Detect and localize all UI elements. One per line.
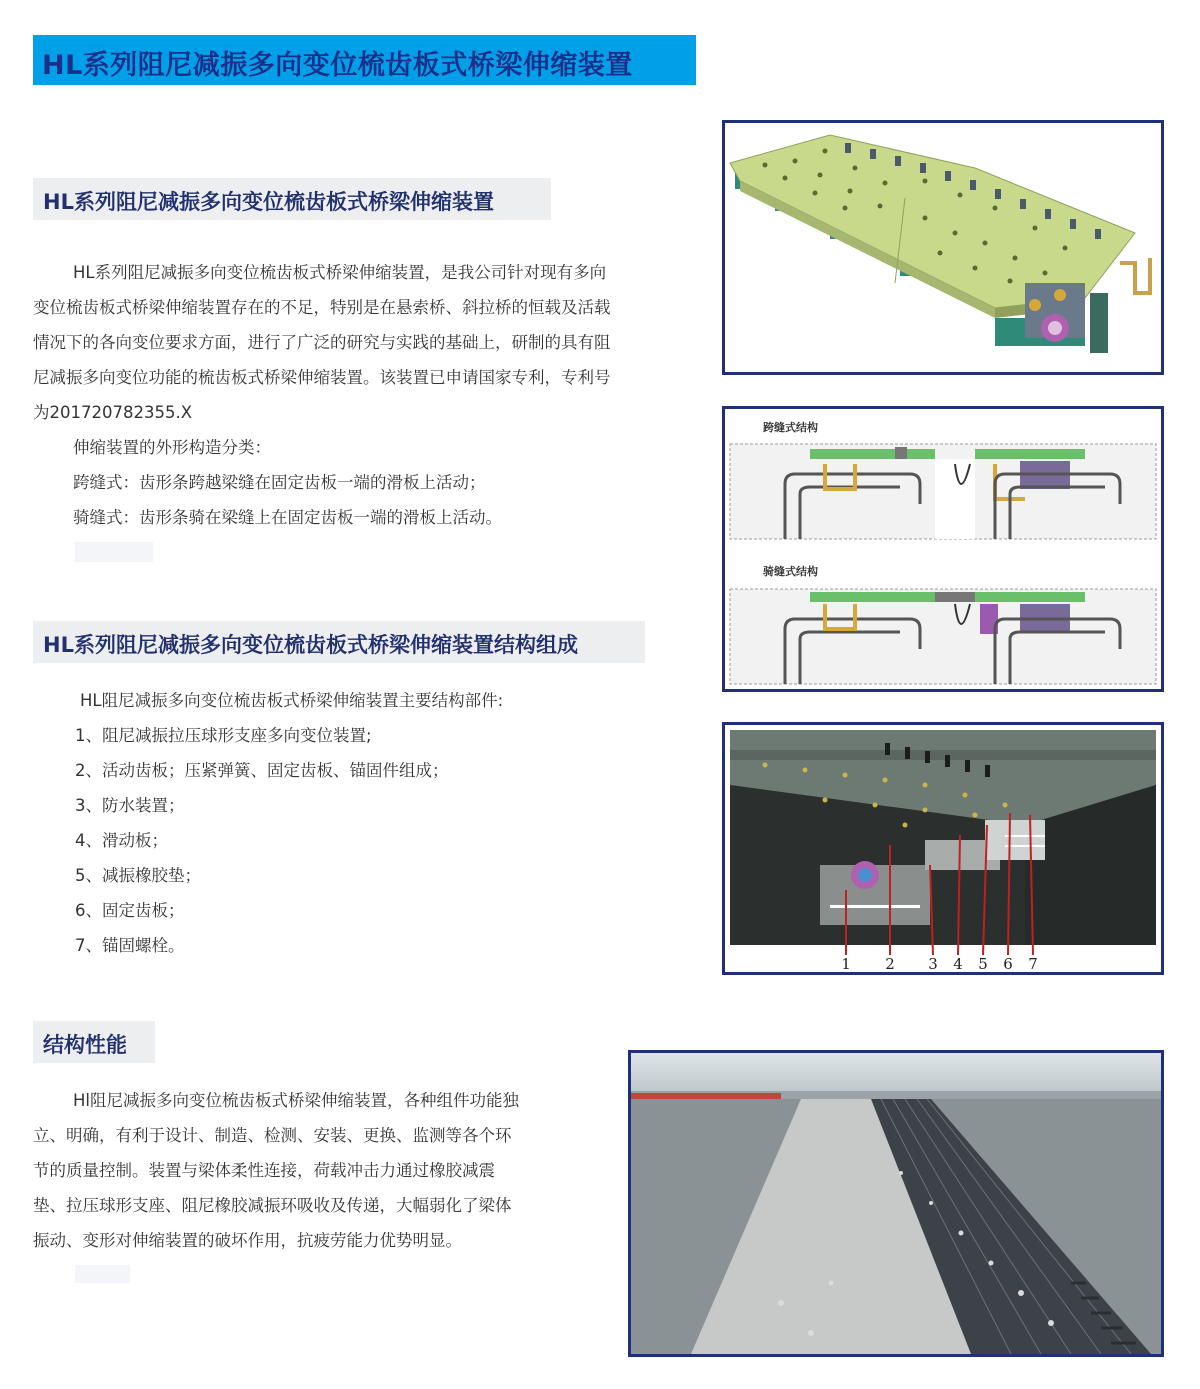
callout-label: 6 [1003, 955, 1013, 972]
component-item: 3、防水装置； [75, 796, 185, 815]
page-banner [33, 35, 696, 85]
section2-intro: HL阻尼减振多向变位梳齿板式桥梁伸缩装置主要结构部件: [80, 691, 504, 710]
callout-label: 4 [953, 955, 963, 972]
section1-line-2: 变位梳齿板式桥梁伸缩装置存在的不足，特别是在悬索桥、斜拉桥的恒载及活载 [33, 298, 611, 317]
class-heading: 伸缩装置的外形构造分类： [73, 438, 271, 457]
section3-body [33, 1083, 603, 1258]
callout-label: 7 [1028, 955, 1038, 972]
section3-line-3: 节的质量控制。装置与梁体柔性连接，荷载冲击力通过橡胶减震 [33, 1161, 495, 1180]
section1-body [33, 255, 698, 535]
span-type-section [730, 444, 1156, 539]
ride-type-section [730, 589, 1156, 684]
figure-comb-plate-3d [722, 120, 1164, 375]
component-item: 1、阻尼减振拉压球形支座多向变位装置; [75, 726, 372, 745]
installed-joint-photo [631, 1053, 1161, 1354]
component-item: 5、减振橡胶垫； [75, 866, 201, 885]
figure-cross-sections [722, 406, 1164, 692]
section3-line-4: 垫、拉压球形支座、阻尼橡胶减振环吸收及传递，大幅弱化了梁体 [33, 1196, 512, 1215]
label-span-type: 跨缝式结构 [763, 421, 818, 434]
comb-plate-render [725, 123, 1161, 372]
figure-installed-photo [628, 1050, 1164, 1357]
figure-structure-callouts [722, 722, 1164, 975]
callout-label: 1 [841, 955, 851, 972]
section1-line-3: 情况下的各向变位要求方面，进行了广泛的研究与实践的基础上，研制的具有阻 [33, 333, 611, 352]
section2-title: HL系列阻尼减振多向变位梳齿板式桥梁伸缩装置结构组成 [43, 633, 578, 657]
component-item: 4、滑动板； [75, 831, 168, 850]
callout-label: 5 [978, 955, 988, 972]
section1-title-box [33, 178, 551, 220]
section3-title: 结构性能 [43, 1033, 127, 1057]
callout-label: 2 [885, 955, 895, 972]
section3-title-box [33, 1021, 155, 1063]
component-item: 7、锚固螺栓。 [75, 936, 185, 955]
section3-line-5: 振动、变形对伸缩装置的破坏作用，抗疲劳能力优势明显。 [33, 1231, 462, 1250]
structure-render [725, 725, 1161, 972]
section3-line-1: Hl阻尼减振多向变位梳齿板式桥梁伸缩装置，各种组件功能独 [73, 1091, 519, 1110]
section2-title-box [33, 621, 645, 663]
section2-body [75, 683, 675, 963]
component-item: 6、固定齿板； [75, 901, 185, 920]
section3-line-2: 立、明确，有利于设计、制造、检测、安装、更换、监测等各个环 [33, 1126, 512, 1145]
class-item-span: 跨缝式：齿形条跨越梁缝在固定齿板一端的滑板上活动； [73, 473, 486, 492]
component-item: 2、活动齿板；压紧弹簧、固定齿板、锚固件组成； [75, 761, 449, 780]
callout-label: 3 [928, 955, 938, 972]
section1-line-5: 为201720782355.X [33, 403, 193, 422]
section1-title: HL系列阻尼减振多向变位梳齿板式桥梁伸缩装置 [43, 190, 494, 214]
section1-line-1: HL系列阻尼减振多向变位梳齿板式桥梁伸缩装置，是我公司针对现有多向 [73, 263, 607, 282]
label-ride-type: 骑缝式结构 [763, 565, 818, 578]
faint-patch [75, 1265, 130, 1283]
section1-line-4: 尼减振多向变位功能的梳齿板式桥梁伸缩装置。该装置已申请国家专利，专利号 [33, 368, 611, 387]
class-item-ride: 骑缝式：齿形条骑在梁缝上在固定齿板一端的滑板上活动。 [73, 508, 502, 527]
cross-section-diagram [725, 409, 1161, 689]
faint-patch [75, 542, 153, 562]
banner-title: HL系列阻尼减振多向变位梳齿板式桥梁伸缩装置 [42, 50, 633, 81]
